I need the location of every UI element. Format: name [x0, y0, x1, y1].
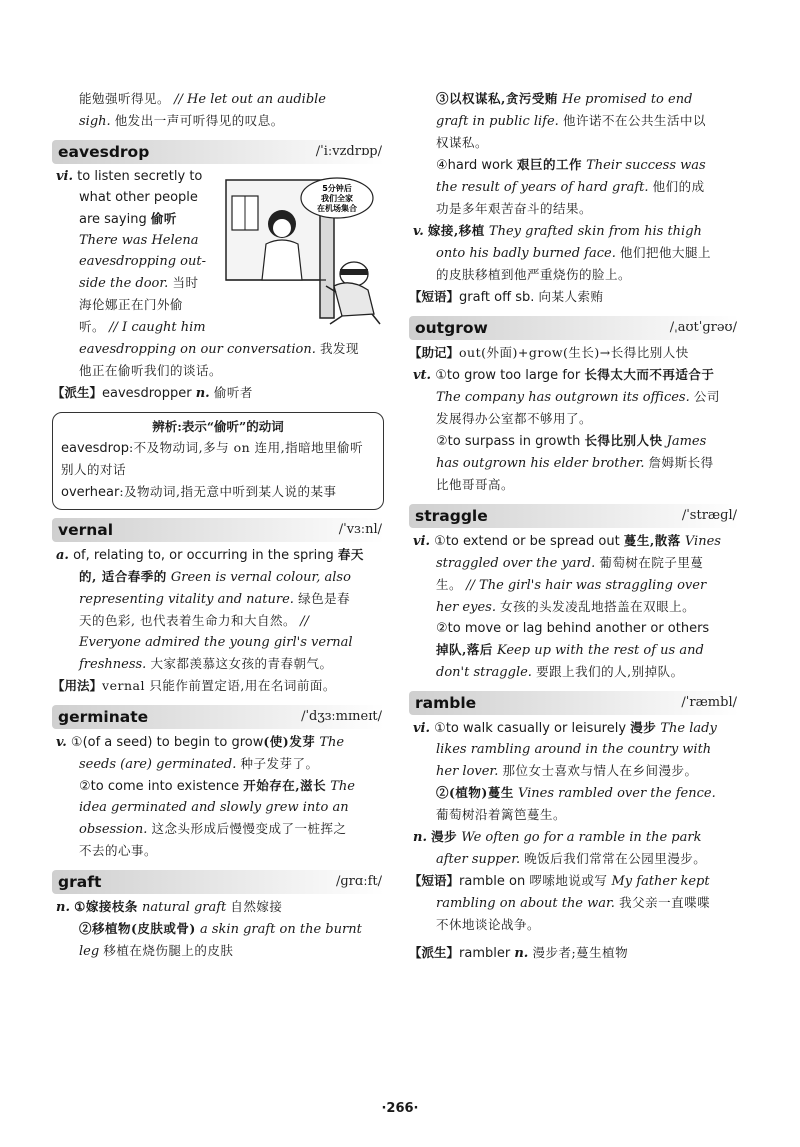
bubble-text-2: 我们全家 [321, 194, 353, 203]
phrase-graft: 【短语】graft off sb. 向某人索贿 [409, 289, 604, 305]
headword-eavesdrop: eavesdrop /ˈiːvzdrɒp/ [52, 140, 384, 164]
headword-outgrow: outgrow /ˌaʊtˈɡrəʊ/ [409, 316, 739, 340]
headword-germinate: germinate /ˈdʒɜːmɪneɪt/ [52, 705, 384, 729]
headword-vernal: vernal /ˈvɜːnl/ [52, 518, 384, 542]
headword-straggle: straggle /ˈstræɡl/ [409, 504, 739, 528]
eavesdropping-cartoon-illustration [222, 174, 384, 326]
mnemonic-outgrow: 【助记】out(外面)+grow(生长)→长得比别人快 [409, 345, 689, 360]
entry-continuation: 能勉强听得见。 // He let out an audible [79, 91, 327, 107]
headword-ramble: ramble /ˈræmbl/ [409, 691, 739, 715]
right-column: ③以权谋私,贪污受贿 He promised to end graft in public life. 他许诺不在公共生活中以 权谋私。 ④hard work 艰巨的工作 Their success was the result of years of hard graft. 他们的成 功是多年艰苦奋斗的结果。 v. 嫁接,移植 They grafted skin from his thigh onto his badly burned face. 他们把他大腿上 的皮肤移植到他严重烧伤的脸上。 【短语】graft off sb. 向某人索贿 outgrow /ˌaʊtˈɡrəʊ/ 【助记】out(外面)+grow(生长)→长得比别人快 vt. ①to grow too large for 长得太大而不再适合于 The company has outgrown its offices. 公司 发展得办公室都不够用了。 ②to surpass in growth 长得比别人快 James has outgrown his elder brother. 詹姆斯长得 比他哥哥高。 straggle /ˈstræɡl/ vi. ①to extend or be spread out 蔓生,散落 Vines straggled over the yard. 葡萄树在院子里蔓 生。 // The girl's hair was straggling over her eyes. 女孩的头发凌乱地搭盖在双眼上。 ②to move or lag behind another or others 掉队,落后 Keep up with the rest of us and don't straggle. 要跟上我们的人,别掉队。 ramble /ˈræmbl/ vi. ①to walk casually or leisurely 漫步 The lady likes rambling around in the country with her lover. 那位女士喜欢与情人在乡间漫步。 ②(植物)蔓生 Vines rambled over the fence. 葡萄树沿着篱笆蔓生。 n. 漫步 We often go for a ramble in the park after supper. 晚饭后我们常常在公园里漫步。 【短语】ramble on 啰嗦地说或写 My father kept rambling on about the war. 我父亲一直喋喋 不休地谈论战争。 【派生】rambler n. 漫步者;蔓生植物 [409, 88, 739, 964]
headword-graft: graft /ɡrɑːft/ [52, 870, 384, 894]
note-title: 辨析:表示“偷听”的动词 [152, 419, 284, 434]
page-number: ·266· [381, 1101, 419, 1116]
bubble-text-1: 5分钟后 [322, 184, 352, 193]
derive-rambler: 【派生】rambler n. 漫步者;蔓生植物 [409, 945, 629, 961]
usage-vernal: 【用法】vernal 只能作前置定语,用在名词前面。 [52, 678, 336, 693]
usage-note-box: 辨析:表示“偷听”的动词 eavesdrop:不及物动词,多与 on 连用,指暗地里偷听别人的对话 overhear:及物动词,指无意中听到某人说的某事 [52, 412, 384, 510]
left-column: 能勉强听得见。 // He let out an audible sigh. 他发出一声可听得见的叹息。 eavesdrop /ˈiːvzdrɒp/ vi. to listen secretly to what other people are saying 偷听 There was Helena eavesdropping out- side the door. 当时 海伦娜正在门外偷 听。 // I caught him eavesdropping on our conversation. 我发现 他正在偷听我们的谈话。 【派生】eavesdropper n. 偷听者 辨析:表示“偷听”的动词 eavesdrop:不及物动词,多与 on 连用,指暗地里偷听别人的对话 overhear:及物动词,指无意中听到某人说的某事 vernal /ˈvɜːnl/ a. of, relating to, or occurring in the spring 春天 的, 适合春季的 Green is vernal colour, also representing vitality and nature. 绿色是春 天的色彩, 也代表着生命力和大自然。 // Everyone admired the young girl's vernal freshness. 大家都羡慕这女孩的青春朝气。 【用法】vernal 只能作前置定语,用在名词前面。 germinate /ˈdʒɜːmɪneɪt/ v. ①(of a seed) to begin to grow(使)发芽 The seeds (are) germinated. 种子发芽了。 ②to come into existence 开始存在,滋长 The idea germinated and slowly grew into an obsession. 这念头形成后慢慢变成了一桩挥之 不去的心事。 graft /ɡrɑːft/ n. ①嫁接枝条 natural graft 自然嫁接 ②移植物(皮肤或骨) a skin graft on the burnt leg 移植在烧伤腿上的皮肤 5分钟后 我们全家 在机场集合 [52, 88, 384, 962]
bubble-text-3: 在机场集合 [317, 204, 357, 213]
phrase-ramble: 【短语】ramble on 啰嗦地说或写 My father kept [409, 873, 710, 889]
derive-eavesdropper: 【派生】eavesdropper n. 偷听者 [52, 385, 253, 401]
